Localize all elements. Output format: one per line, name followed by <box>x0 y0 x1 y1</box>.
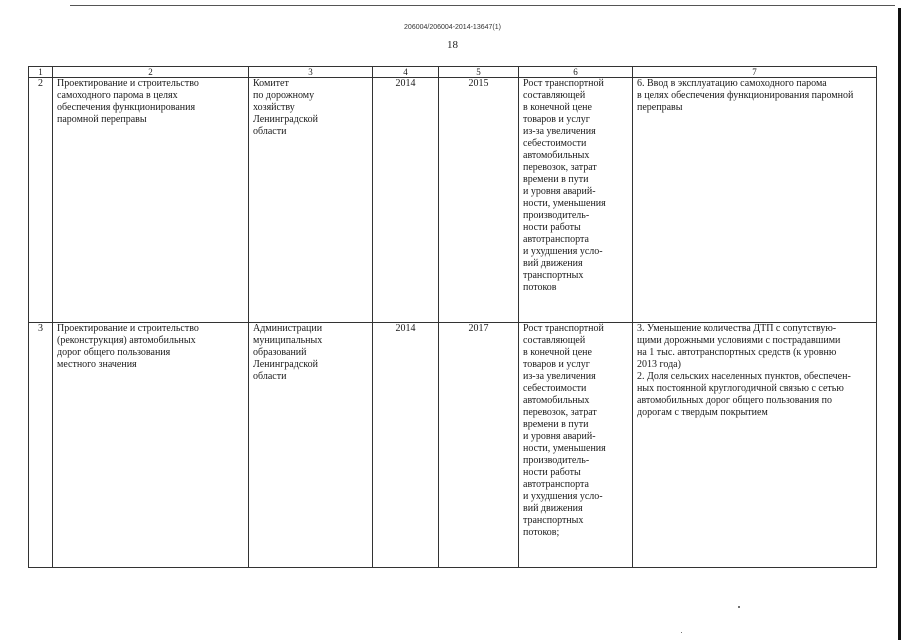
column-number-row <box>29 67 877 78</box>
executor: Администрации муниципальных образований Ленинградской области <box>249 323 373 568</box>
start-year: 2014 <box>373 78 439 323</box>
column-header: 7 <box>633 67 877 78</box>
document-id: 206004/206004-2014-13647(1) <box>404 24 501 31</box>
consequence: Рост транспортной составляющей в конечной цене товаров и услуг из-за увеличения себестоимости автомобильных перевозок, затрат времени в пути и уровня аварий- ности, уменьшения производитель- ности работы автотранспорта и ухудшения усло- вий движения транспортных потоков <box>519 78 633 323</box>
executor: Комитет по дорожному хозяйству Ленинградской области <box>249 78 373 323</box>
consequence: Рост транспортной составляющей в конечной цене товаров и услуг из-за увеличения себестоимости автомобильных перевозок, затрат времени в пути и уровня аварий- ности, уменьшения производитель- ности работы автотранспорта и ухудшения усло- вий движения транспортных потоков; <box>519 323 633 568</box>
column-header: 1 <box>29 67 53 78</box>
top-scan-rule <box>70 5 895 6</box>
measure-name: Проектирование и строительство самоходного парома в целях обеспечения функционирования паромной переправы <box>53 78 249 323</box>
row-number: 2 <box>29 78 53 323</box>
table-row <box>29 323 877 568</box>
program-table <box>28 66 877 568</box>
column-header: 4 <box>373 67 439 78</box>
scan-edge-shadow <box>898 8 901 640</box>
end-year: 2015 <box>439 78 519 323</box>
end-year: 2017 <box>439 323 519 568</box>
start-year: 2014 <box>373 323 439 568</box>
indicators: 3. Уменьшение количества ДТП с сопутствую- щими дорожными условиями с пострадавшими на 1 тыс. автотранспортных средств (к уровню 2013 года) 2. Доля сельских населенных пунктов, обеспечен- ных постоянной круглогодичной связью с сетью автомобильных дорог общего пользования по дорогам с твердым покрытием <box>633 323 877 568</box>
column-header: 3 <box>249 67 373 78</box>
column-header: 2 <box>53 67 249 78</box>
scan-speck <box>738 606 740 608</box>
row-number: 3 <box>29 323 53 568</box>
measure-name: Проектирование и строительство (реконструкция) автомобильных дорог общего пользования местного значения <box>53 323 249 568</box>
scan-speck <box>681 632 682 633</box>
page-number: 18 <box>447 39 458 51</box>
column-header: 6 <box>519 67 633 78</box>
column-header: 5 <box>439 67 519 78</box>
indicators: 6. Ввод в эксплуатацию самоходного парома в целях обеспечения функционирования паромной переправы <box>633 78 877 323</box>
table-row <box>29 78 877 323</box>
